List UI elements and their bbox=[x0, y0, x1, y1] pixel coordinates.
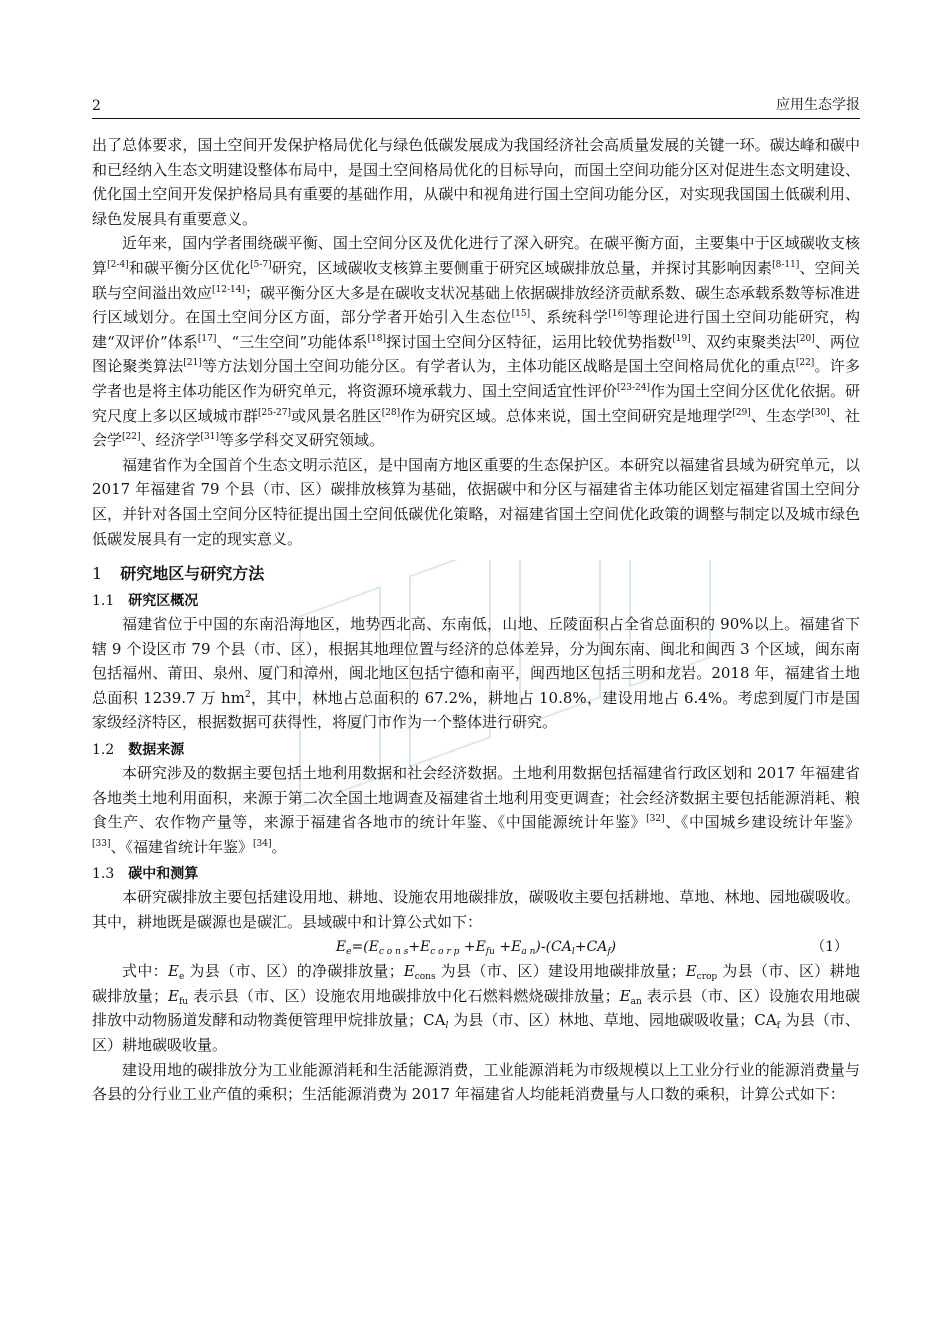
page-content bbox=[92, 133, 860, 1107]
subsection-number: 1.2 bbox=[92, 742, 115, 759]
citation: [33] bbox=[92, 838, 111, 849]
citation: [17] bbox=[197, 333, 217, 344]
citation: [20] bbox=[796, 333, 815, 344]
carbon-neutral-paragraph: 本研究碳排放主要包括建设用地、耕地、设施农用地碳排放，碳吸收主要包括耕地、草地、林地、园地碳吸收。其中，耕地既是碳源也是碳汇。县域碳中和计算公式如下： bbox=[92, 888, 860, 932]
journal-name: 应用生态学报 bbox=[776, 97, 860, 113]
page-number: 2 bbox=[92, 98, 101, 114]
citation: [2-4] bbox=[107, 259, 129, 270]
subsection-title: 研究区概况 bbox=[128, 593, 199, 610]
section-heading-1 bbox=[92, 561, 860, 584]
study-area-paragraph: 福建省位于中国的东南沿海地区，地势西北高、东南低，山地、丘陵面积占全省总面积的 90%以上。福建省下辖 9 个设区市 79 个县（市、区），根据其地理位置与经济的总体差异，分为闽东南、闽北和闽西 3 个区域，闽东南包括福州、莆田、泉州、厦门和漳州，闽北地区包括宁德和南平，闽西地区包括三明和龙岩。2018 年，福建省土地总面积 1239.7 万 $hm^2$，其中，林地占总面积的 67.2%，耕地占 10.8%，建设用地占 6.4%。考虑到厦门市是国家级经济特区，根据数据可获得性，将厦门市作为一个整体进行研究。 bbox=[92, 615, 860, 732]
citation: [23-24] bbox=[617, 382, 650, 393]
subsection-heading-1-2 bbox=[92, 739, 860, 759]
citation: [19] bbox=[672, 333, 691, 344]
subsection-title: 碳中和测算 bbox=[128, 866, 199, 883]
formula-body: $E_e=(E_{c o n s}+E_{c o r p} +E_{fu} +E_{a n})-(CA_l+CA_f)$ bbox=[335, 938, 617, 957]
citation: [8-11] bbox=[772, 259, 800, 270]
citation: [5-7] bbox=[250, 259, 272, 270]
page-header bbox=[92, 94, 860, 119]
citation: [29] bbox=[732, 407, 751, 418]
data-source-paragraph: 本研究涉及的数据主要包括土地利用数据和社会经济数据。土地利用数据包括福建省行政区划和 2017 年福建省各地类土地利用面积，来源于第二次全国土地调查及福建省土地利用变更调查；社会经济数据主要包括能源消耗、粮食生产、农作物产量等，来源于福建省各地市的统计年鉴、《中国能源统计年鉴》[32]、《中国城乡建设统计年鉴》[33]、《福建省统计年鉴》[34]。 bbox=[92, 764, 860, 856]
citation: [32] bbox=[646, 814, 665, 825]
citation: [12-14] bbox=[212, 284, 245, 295]
citation: [18] bbox=[367, 333, 386, 344]
intro-paragraph-1: 出了总体要求，国土空间开发保护格局优化与绿色低碳发展成为我国经济社会高质量发展的关键一环。碳达峰和碳中和已经纳入生态文明建设整体布局中，是国土空间格局优化的目标导向，而国土空间功能分区对促进生态文明建设、优化国土空间开发保护格局具有重要的基础作用，从碳中和视角进行国土空间功能分区，对实现我国国土低碳利用、绿色发展具有重要意义。 bbox=[92, 136, 860, 228]
section-number: 1 bbox=[92, 564, 103, 584]
subsection-heading-1-3 bbox=[92, 863, 860, 883]
equation-number: （1） bbox=[811, 938, 848, 955]
paper-page bbox=[92, 94, 860, 1107]
intro-paragraph-3: 福建省作为全国首个生态文明示范区，是中国南方地区重要的生态保护区。本研究以福建省县域为研究单元，以 2017 年福建省 79 个县（市、区）碳排放核算为基础，依据碳中和分区与福建省主体功能区划定福建省国土空间分区，并针对各国土空间分区特征提出国土空间低碳优化策略，对福建省国土空间优化政策的调整与制定以及城市绿色低碳发展具有一定的现实意义。 bbox=[92, 455, 860, 548]
citation: [30] bbox=[811, 407, 830, 418]
citation: [15] bbox=[511, 309, 531, 320]
subsection-title: 数据来源 bbox=[128, 742, 185, 759]
formula-1 bbox=[92, 935, 860, 960]
subsection-number: 1.3 bbox=[92, 866, 115, 883]
citation: [22] bbox=[795, 358, 815, 369]
intro-paragraph-2: 近年来，国内学者围绕碳平衡、国土空间分区及优化进行了深入研究。在碳平衡方面，主要集中于区域碳收支核算[2-4]和碳平衡分区优化[5-7]研究，区域碳收支核算主要侧重于研究区域碳排放总量，并探讨其影响因素[8-11]、空间关联与空间溢出效应[12-14]；碳平衡分区大多是在碳收支状况基础上依据碳排放经济贡献系数、碳生态承载系数等标准进行区域划分。在国土空间分区方面，部分学者开始引入生态位[15]、系统科学[16]等理论进行国土空间功能研究，构建“双评价”体系[17]、“三生空间”功能体系[18]探讨国土空间分区特征，运用比较优势指数[19]、双约束聚类法[20]、两位图论聚类算法[21]等方法划分国土空间功能分区。有学者认为，主体功能区战略是国土空间格局优化的重点[22]。许多学者也是将主体功能区作为研究单元，将资源环境承载力、国土空间适宜性评价[23-24]作为国土空间分区优化依据。研究尺度上多以区域城市群[25-27]或风景名胜区[28]作为研究区域。总体来说，国土空间研究是地理学[29]、生态学[30]、社会学[22]、经济学[31]等多学科交叉研究领域。 bbox=[92, 234, 860, 450]
citation: [25-27] bbox=[258, 407, 292, 418]
citation: [34] bbox=[253, 838, 272, 849]
construction-land-paragraph: 建设用地的碳排放分为工业能源消耗和生活能源消费，工业能源消耗为市级规模以上工业分行业的能源消费量与各县的分行业工业产值的乘积；生活能源消费为 2017 年福建省人均能耗消费量与人口数的乘积，计算公式如下： bbox=[92, 1060, 860, 1104]
citation: [28] bbox=[381, 407, 401, 418]
citation: [31] bbox=[200, 432, 219, 443]
citation: [16] bbox=[608, 309, 627, 320]
citation: [21] bbox=[183, 358, 202, 369]
subsection-number: 1.1 bbox=[92, 593, 115, 610]
section-title: 研究地区与研究方法 bbox=[120, 564, 265, 584]
subsection-heading-1-1 bbox=[92, 590, 860, 610]
citation: [22] bbox=[122, 432, 141, 443]
variable-definition-paragraph: 式中：$E_e$ 为县（市、区）的净碳排放量；$E_{cons}$ 为县（市、区）建设用地碳排放量；$E_{crop}$ 为县（市、区）耕地碳排放量；$E_{fu}$ 表示县（市、区）设施农用地碳排放中化石燃料燃烧碳排放量；$E_{an}$ 表示县（市、区）设施农用地碳排放中动物肠道发酵和动物粪便管理甲烷排放量；$CA_l$ 为县（市、区）林地、草地、园地碳吸收量；$CA_f$ 为县（市、区）耕地碳吸收量。 bbox=[92, 962, 860, 1054]
